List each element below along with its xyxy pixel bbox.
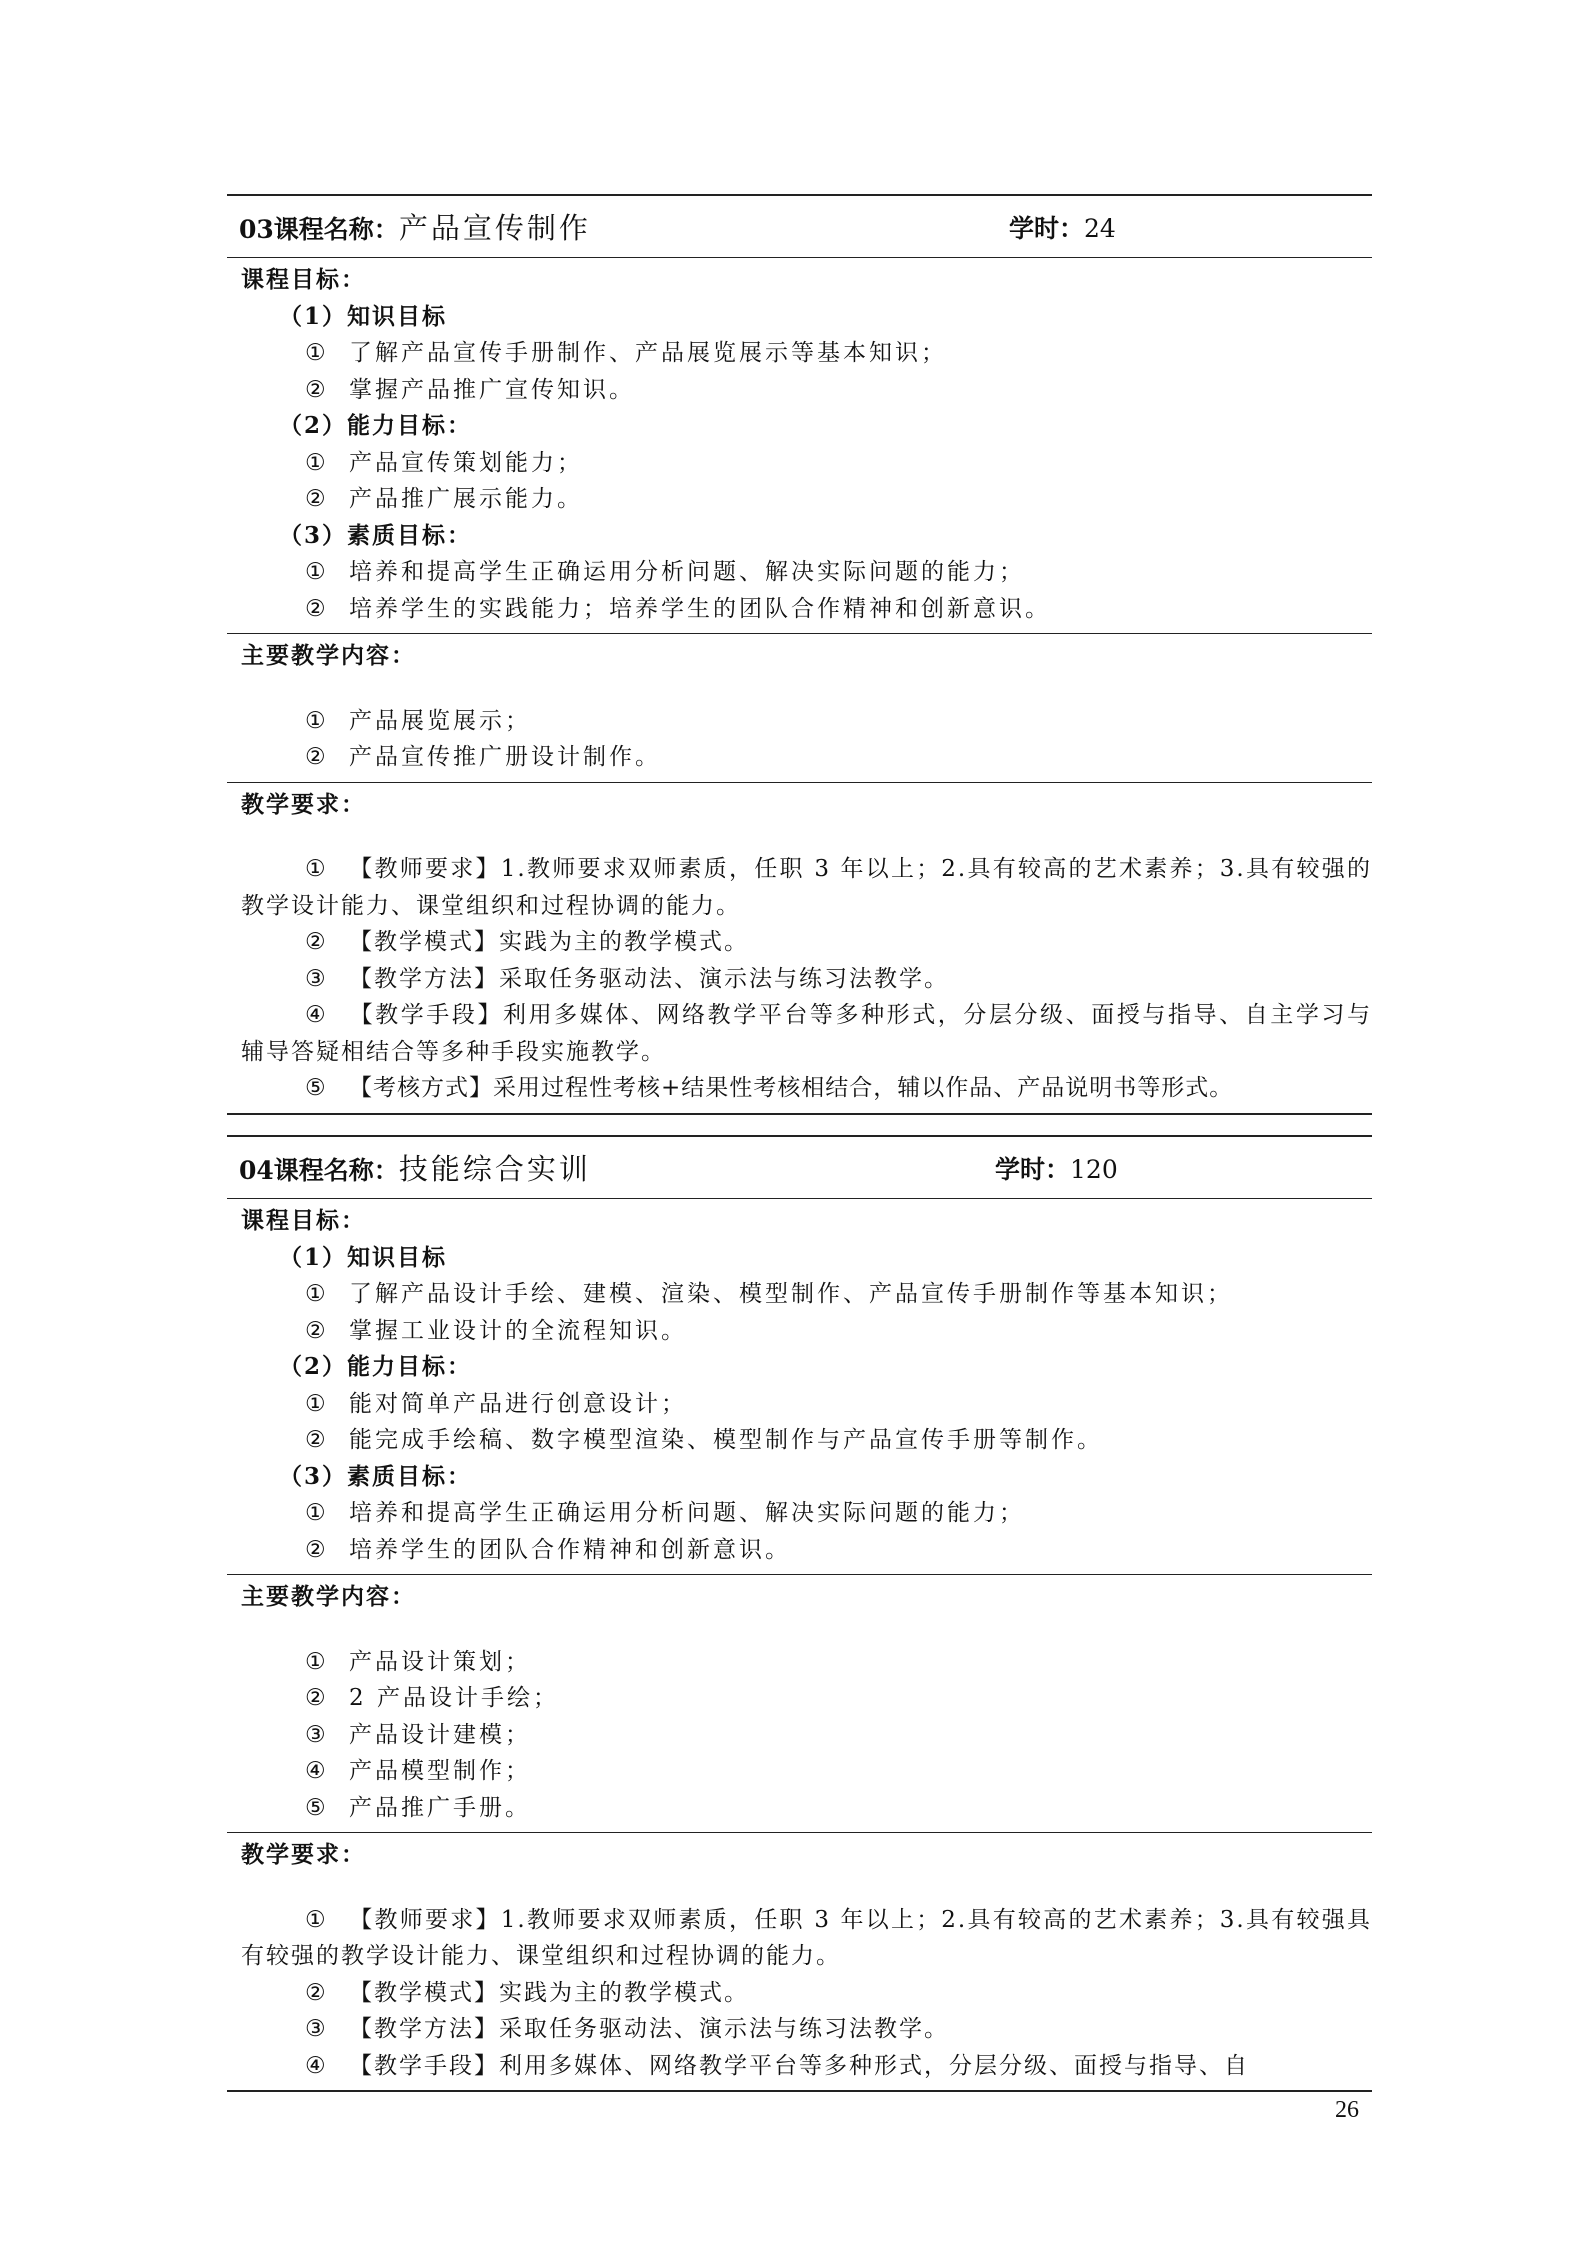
spacer [241,1616,1372,1644]
content-item [241,1753,1372,1790]
item-text: 掌握工业设计的全流程知识。 [349,1317,687,1344]
item-text: 培养学生的实践能力；培养学生的团队合作精神和创新意识。 [349,595,1051,622]
item-mark: ③ [305,1721,326,1748]
item-text: 产品设计建模； [349,1721,531,1748]
goals-title: 课程目标： [241,1207,366,1234]
item-mark: ① [305,559,326,585]
requirement-item [241,961,1372,998]
item-text: 【教学方法】采取任务驱动法、演示法与练习法教学。 [349,965,949,992]
requirement-item [241,851,1372,924]
course-hours: 24 [1084,213,1116,243]
knowledge-title: （1）知识目标 [279,302,448,330]
course-number: 04 [239,1156,274,1185]
course-name-cell [239,1147,995,1188]
ability-item [241,445,1372,482]
ability-item [241,481,1372,518]
item-mark: ⑤ [305,1075,326,1101]
course-header [227,194,1372,258]
content-item [241,1680,1372,1717]
quality-title: （3）素质目标： [279,1462,473,1490]
requirement-item [241,1975,1372,2012]
item-text: 产品展览展示； [349,707,531,734]
spacer [241,675,1372,703]
item-text: 培养和提高学生正确运用分析问题、解决实际问题的能力； [349,1500,1025,1526]
item-mark: ① [305,449,326,476]
item-text: 【教学方法】采取任务驱动法、演示法与练习法教学。 [349,2016,949,2042]
item-mark: ② [305,744,326,770]
requirements-title: 教学要求： [241,790,366,818]
item-text: 了解产品宣传手册制作、产品展览展示等基本知识； [349,340,947,366]
course-goals-section [227,1199,1372,1575]
requirement-item [241,924,1372,961]
course-header [227,1135,1372,1199]
course-hours-label: 学时： [1009,213,1085,243]
quality-item [241,591,1372,628]
course-goals-section [227,258,1372,634]
knowledge-item [241,1313,1372,1350]
item-mark: ④ [305,1758,326,1784]
item-mark: ④ [305,1002,326,1028]
ability-item [241,1386,1372,1423]
content-item [241,1644,1372,1681]
item-text: 能完成手绘稿、数字模型渲染、模型制作与产品宣传手册等制作。 [349,1427,1103,1453]
knowledge-item [241,372,1372,409]
item-text: 了解产品设计手绘、建模、渲染、模型制作、产品宣传手册制作等基本知识； [349,1281,1233,1307]
item-text: 【教学手段】利用多媒体、网络教学平台等多种形式，分层分级、面授与指导、自主学习与辅导答疑相结合等多种手段实施教学。 [241,1002,1372,1065]
course-name: 产品宣传制作 [398,211,591,245]
knowledge-item [241,1276,1372,1313]
item-mark: ① [305,707,326,734]
item-mark: ④ [305,2052,326,2079]
spacer [241,1874,1372,1902]
requirement-item [241,1902,1372,1975]
item-text: 产品宣传推广册设计制作。 [349,744,661,770]
item-text: 产品设计策划； [349,1648,531,1675]
content-title: 主要教学内容： [241,642,416,669]
goals-title: 课程目标： [241,266,366,293]
item-mark: ② [305,595,326,622]
requirements-section [227,1833,1372,2092]
content-title: 主要教学内容： [241,1583,416,1610]
requirement-item [241,2011,1372,2048]
item-text: 产品推广展示能力。 [349,486,583,512]
ability-title: （2）能力目标： [279,1353,473,1380]
item-text: 【考核方式】采用过程性考核+结果性考核相结合，辅以作品、产品说明书等形式。 [349,1075,1234,1101]
knowledge-title: （1）知识目标 [279,1243,448,1271]
quality-title: （3）素质目标： [279,521,473,549]
item-mark: ② [305,1979,326,2006]
item-mark: ② [305,1317,326,1344]
item-mark: ② [305,1685,326,1711]
content-item [241,1790,1372,1827]
requirement-item [241,1070,1372,1107]
item-text: 产品模型制作； [349,1758,531,1784]
knowledge-item [241,335,1372,372]
course-table-04 [227,1135,1372,2092]
item-text: 产品推广手册。 [349,1794,531,1821]
item-text: 【教学手段】利用多媒体、网络教学平台等多种形式，分层分级、面授与指导、自 [349,2052,1249,2079]
item-mark: ② [305,929,326,955]
item-mark: ① [305,1906,326,1933]
course-number: 03 [239,215,274,244]
item-mark: ① [305,1500,326,1526]
course-name-label: 课程名称： [273,215,399,244]
requirements-title: 教学要求： [241,1841,366,1868]
item-mark: ① [305,340,326,366]
item-text: 培养学生的团队合作精神和创新意识。 [349,1536,791,1563]
requirement-item [241,2048,1372,2085]
item-text: 掌握产品推广宣传知识。 [349,376,635,403]
quality-item [241,1532,1372,1569]
quality-item [241,554,1372,591]
content-item [241,739,1372,776]
item-mark: ⑤ [305,1794,326,1821]
item-mark: ① [305,1648,326,1675]
course-hours-cell [1009,209,1116,245]
course-hours: 120 [1070,1154,1118,1184]
course-hours-cell [995,1150,1118,1186]
item-mark: ① [305,1390,326,1417]
course-name-label: 课程名称： [273,1156,399,1185]
item-mark: ② [305,1427,326,1453]
ability-item [241,1422,1372,1459]
course-name-cell [239,206,1009,247]
main-content-section [227,634,1372,783]
item-text: 【教学模式】实践为主的教学模式。 [349,1979,749,2006]
course-table-03 [227,194,1372,1115]
item-mark: ③ [305,2016,326,2042]
requirements-section [227,783,1372,1115]
item-text: 能对简单产品进行创意设计； [349,1390,687,1417]
ability-title: （2）能力目标： [279,412,473,439]
item-text: 产品宣传策划能力； [349,449,583,476]
item-mark: ② [305,486,326,512]
course-hours-label: 学时： [995,1154,1071,1184]
item-text: 【教师要求】1.教师要求双师素质，任职 3 年以上；2.具有较高的艺术素养；3.具有较强的教学设计能力、课堂组织和过程协调的能力。 [241,856,1372,919]
main-content-section [227,1575,1372,1833]
quality-item [241,1495,1372,1532]
content-item [241,703,1372,740]
page-number: 26 [1335,2097,1359,2123]
spacer [241,823,1372,851]
item-text: 2 产品设计手绘； [349,1685,559,1711]
item-mark: ① [305,1281,326,1307]
item-mark: ③ [305,965,326,992]
item-text: 【教师要求】1.教师要求双师素质，任职 3 年以上；2.具有较高的艺术素养；3.具有较强具有较强的教学设计能力、课堂组织和过程协调的能力。 [241,1906,1372,1969]
item-text: 【教学模式】实践为主的教学模式。 [349,929,749,955]
item-mark: ① [305,856,326,882]
requirement-item [241,997,1372,1070]
item-mark: ② [305,1536,326,1563]
content-item [241,1717,1372,1754]
course-name: 技能综合实训 [398,1152,591,1186]
item-text: 培养和提高学生正确运用分析问题、解决实际问题的能力； [349,559,1025,585]
item-mark: ② [305,376,326,403]
